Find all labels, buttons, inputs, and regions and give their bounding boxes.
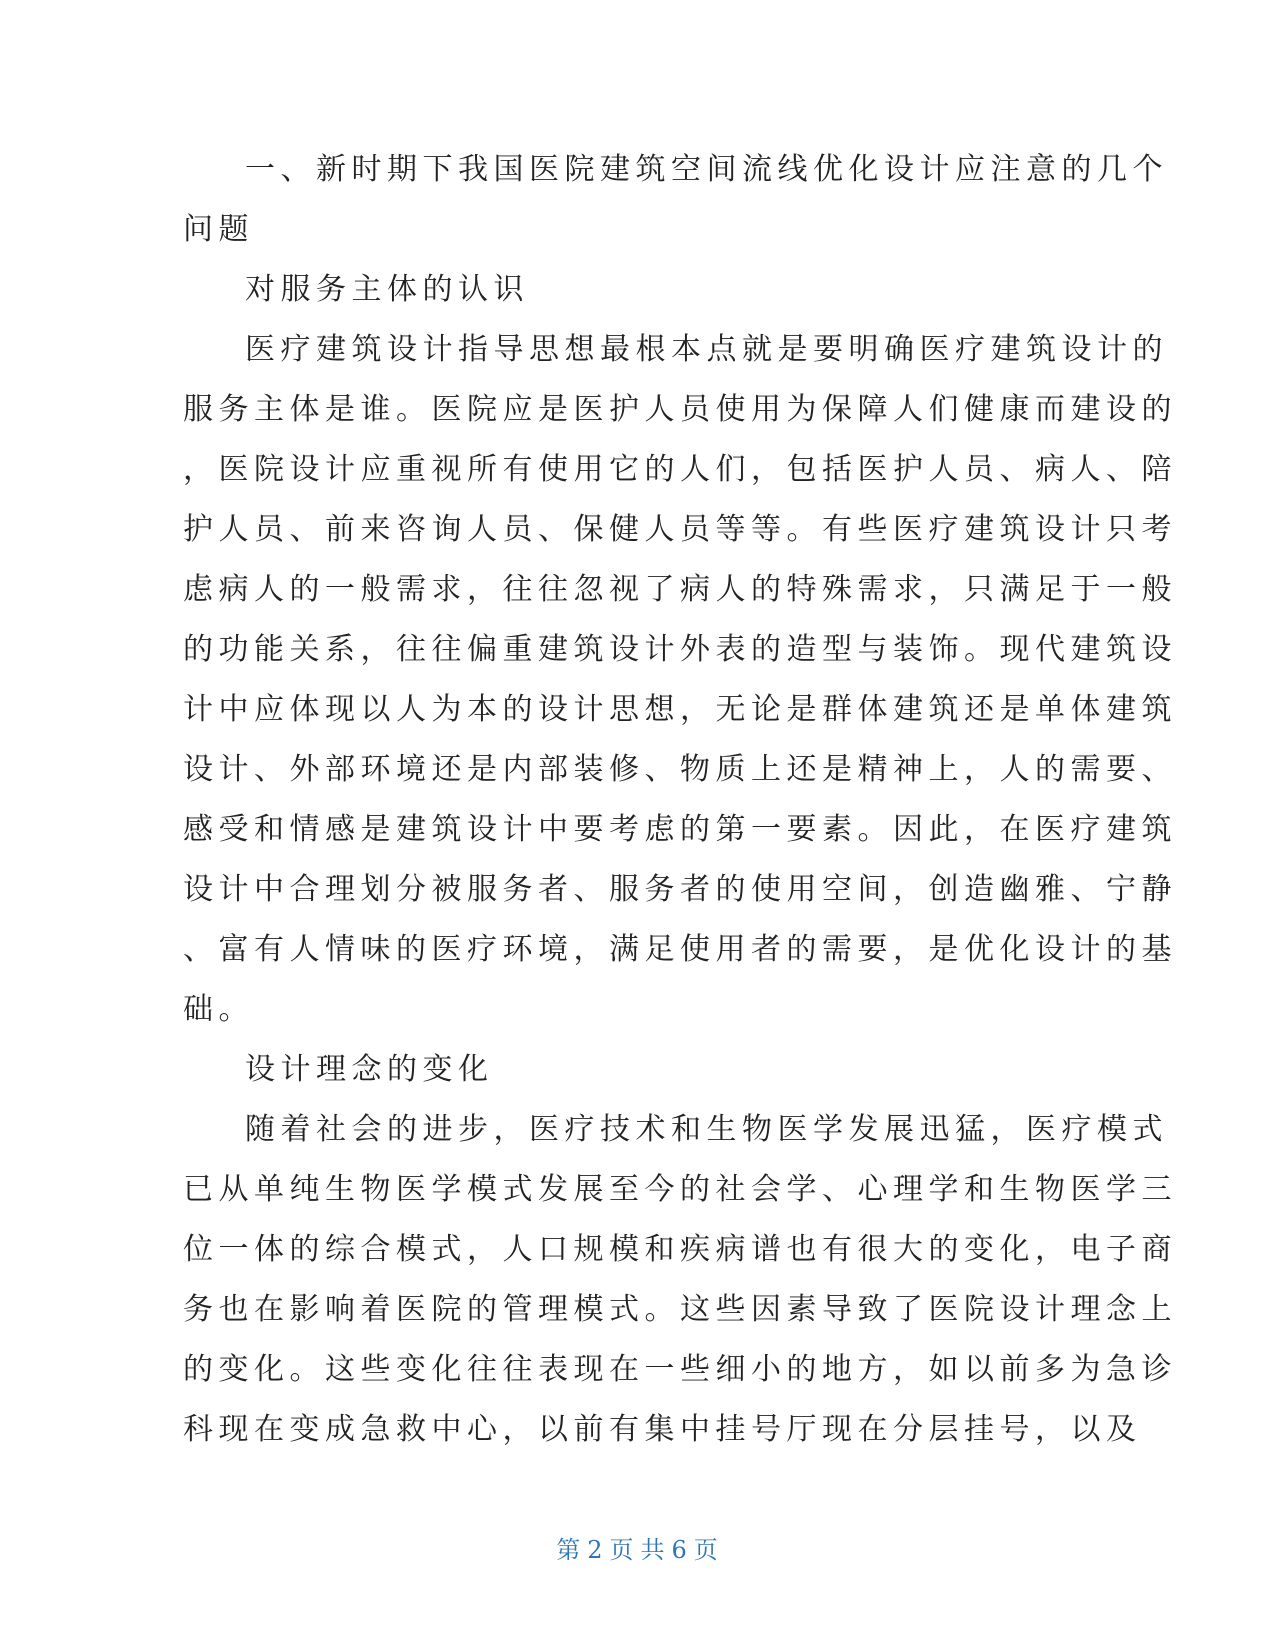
paragraph-line: ，医院设计应重视所有使用它的人们，包括医护人员、病人、陪 xyxy=(183,452,1177,487)
footer-label-total: 共 xyxy=(640,1536,666,1564)
paragraph-line: 科现在变成急救中心，以前有集中挂号厅现在分层挂号，以及 xyxy=(183,1412,1142,1447)
paragraph-line: 感受和情感是建筑设计中要考虑的第一要素。因此，在医疗建筑 xyxy=(183,812,1177,847)
subheading: 对服务主体的认识 xyxy=(245,272,529,307)
paragraph-line: 已从单纯生物医学模式发展至今的社会学、心理学和生物医学三 xyxy=(183,1172,1177,1207)
paragraph-line: 、富有人情味的医疗环境，满足使用者的需要，是优化设计的基 xyxy=(183,932,1177,967)
section-heading-line: 一、新时期下我国医院建筑空间流线优化设计应注意的几个 xyxy=(245,152,1168,187)
footer-label-total-unit: 页 xyxy=(693,1536,719,1564)
paragraph-line: 随着社会的进步，医疗技术和生物医学发展迅猛，医疗模式 xyxy=(245,1112,1168,1147)
page-footer xyxy=(0,1530,1275,1565)
document-body xyxy=(183,140,1177,1460)
paragraph-line: 务也在影响着医院的管理模式。这些因素导致了医院设计理念上 xyxy=(183,1292,1177,1327)
paragraph-line: 医疗建筑设计指导思想最根本点就是要明确医疗建筑设计的 xyxy=(245,332,1168,367)
footer-label-page: 第 xyxy=(556,1536,582,1564)
footer-total-pages: 6 xyxy=(671,1536,688,1564)
footer-current-page: 2 xyxy=(587,1536,604,1564)
paragraph-line: 护人员、前来咨询人员、保健人员等等。有些医疗建筑设计只考 xyxy=(183,512,1177,547)
paragraph-line: 的功能关系，往往偏重建筑设计外表的造型与装饰。现代建筑设 xyxy=(183,632,1177,667)
paragraph-line: 设计、外部环境还是内部装修、物质上还是精神上，人的需要、 xyxy=(183,752,1177,787)
paragraph-line: 设计中合理划分被服务者、服务者的使用空间，创造幽雅、宁静 xyxy=(183,872,1177,907)
paragraph-line: 位一体的综合模式，人口规模和疾病谱也有很大的变化，电子商 xyxy=(183,1232,1177,1267)
paragraph-line: 虑病人的一般需求，往往忽视了病人的特殊需求，只满足于一般 xyxy=(183,572,1177,607)
paragraph-line: 的变化。这些变化往往表现在一些细小的地方，如以前多为急诊 xyxy=(183,1352,1177,1387)
section-heading-line: 问题 xyxy=(183,212,254,247)
paragraph-line: 计中应体现以人为本的设计思想，无论是群体建筑还是单体建筑 xyxy=(183,692,1177,727)
paragraph-line: 础。 xyxy=(183,992,254,1027)
subheading: 设计理念的变化 xyxy=(245,1052,494,1087)
paragraph-line: 服务主体是谁。医院应是医护人员使用为保障人们健康而建设的 xyxy=(183,392,1177,427)
footer-label-page-unit: 页 xyxy=(609,1536,635,1564)
